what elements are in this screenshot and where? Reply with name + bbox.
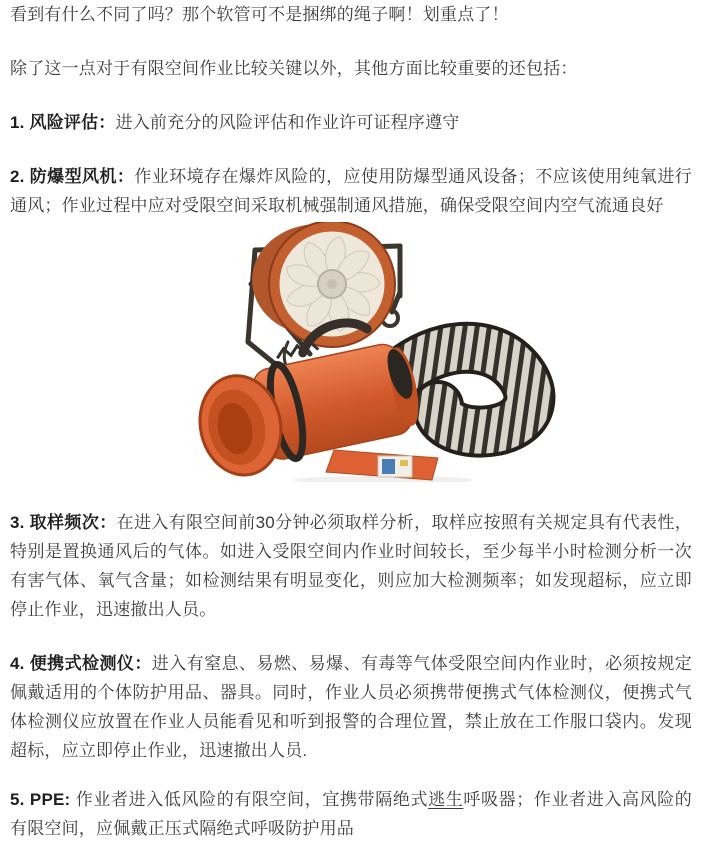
duct-hose-icon [400, 348, 529, 432]
paragraph-intro-1 [10, 0, 692, 29]
item-1-text: 进入前充分的风险评估和作业许可证程序遵守 [115, 113, 460, 132]
item-3-text: 在进入有限空间前30分钟必须取样分析，取样应按照有关规定具有代表性，特别是置换通风后的气体。如进入受限空间内作业时间较长，至少每半小时检测分析一次有害气体、氧气含量；如检测结果有明显变化，则应加大检测频率；如发现超标，应立即停止作业，迅速撤出人员。 [10, 513, 692, 619]
paragraph-intro-2 [10, 54, 692, 83]
item-5-text-after: 呼吸器；作业者进入高风险的有限空间，应佩戴正压式隔绝式呼吸防护用品 [10, 790, 692, 838]
blower-icon [185, 311, 438, 482]
item-2-label: 2. 防爆型风机： [10, 167, 135, 186]
item-5-text-before: 作业者进入低风险的有限空间，宜携带隔绝式 [70, 790, 429, 809]
list-item-explosionproof-fan [10, 162, 692, 220]
list-item-portable-detector [10, 649, 692, 765]
item-4-text: 进入有窒息、易燃、易爆、有毒等气体受限空间内作业时，必须按规定佩戴适用的个体防护用品、器具。同时，作业人员必须携带便携式气体检测仪，便携式气体检测仪应放置在作业人员能看见和听到报警的合理位置，禁止放在工作服口袋内。发现超标，应立即停止作业，迅速撤出人员. [10, 654, 692, 760]
item-5-label: 5. PPE: [10, 790, 71, 809]
item-1-label: 1. 风险评估： [10, 113, 116, 132]
item-2-text: 作业环境存在爆炸风险的，应使用防爆型通风设备；不应该使用纯氧进行通风；作业过程中应对受限空间采取机械强制通风措施，确保受限空间内空气流通良好 [10, 167, 692, 215]
list-item-risk-assessment [10, 108, 692, 137]
item-3-label: 3. 取样频次： [10, 513, 117, 532]
article-body [10, 0, 692, 843]
list-item-ppe [10, 785, 692, 843]
escape-respirator-link[interactable]: 逃生 [428, 790, 464, 809]
intro-1-text: 看到有什么不同了吗？那个软管可不是捆绑的绳子啊！划重点了！ [10, 5, 509, 24]
intro-2-text: 除了这一点对于有限空间作业比较关键以外，其他方面比较重要的还包括： [10, 59, 578, 78]
list-item-sampling-frequency [10, 508, 692, 624]
ventilation-equipment-illustration [138, 222, 558, 482]
equipment-photo [138, 222, 558, 482]
item-4-label: 4. 便携式检测仪： [10, 654, 152, 673]
